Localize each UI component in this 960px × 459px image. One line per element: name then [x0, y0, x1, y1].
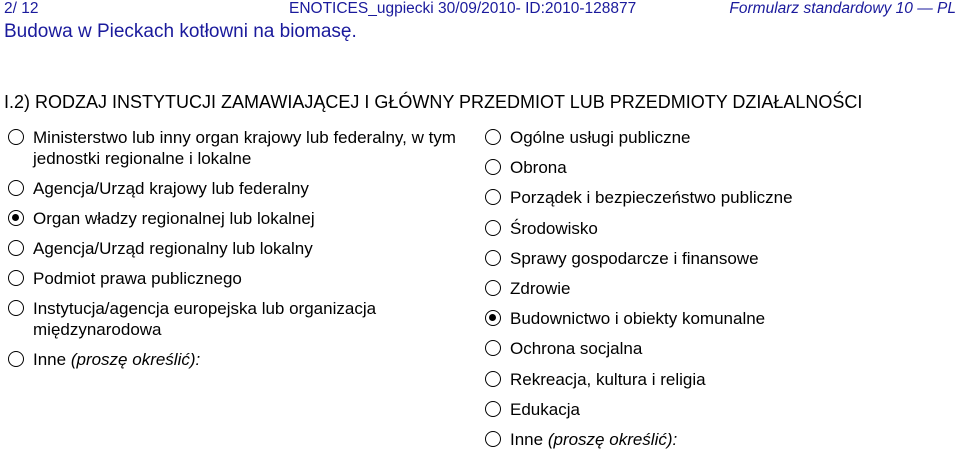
radio-button-icon[interactable] — [8, 180, 24, 196]
option-label: Ogólne usługi publiczne — [510, 128, 691, 147]
activity-option[interactable] — [483, 157, 953, 178]
authority-option[interactable] — [6, 268, 456, 289]
option-label: Budownictwo i obiekty komunalne — [510, 309, 766, 329]
option-label: Agencja/Urząd krajowy lub federalny — [33, 179, 309, 198]
radio-button-icon[interactable] — [485, 250, 501, 266]
activity-option[interactable] — [483, 369, 953, 390]
section-heading: I.2) RODZAJ INSTYTUCJI ZAMAWIAJĄCEJ I GŁÓWNY PRZEDMIOT LUB PRZEDMIOTY DZIAŁALNOŚCI — [4, 92, 863, 112]
authority-option-other[interactable] — [6, 349, 456, 370]
option-label: Sprawy gospodarcze i finansowe — [510, 248, 759, 268]
radio-button-icon[interactable] — [8, 351, 24, 367]
activity-option[interactable] — [483, 248, 953, 269]
radio-button-icon[interactable] — [485, 280, 501, 296]
radio-button-checked-icon[interactable] — [8, 210, 24, 226]
activity-option[interactable] — [483, 127, 953, 148]
radio-button-icon[interactable] — [485, 189, 501, 205]
option-label: Agencja/Urząd regionalny lub lokalny — [33, 239, 313, 258]
option-label: Inne — [33, 350, 67, 369]
radio-button-icon[interactable] — [8, 300, 24, 316]
radio-button-icon[interactable] — [485, 129, 501, 145]
option-label: Podmiot prawa publicznego — [33, 269, 242, 288]
radio-button-icon[interactable] — [8, 270, 24, 286]
authority-option[interactable] — [6, 178, 456, 199]
option-hint: (proszę określić): — [547, 429, 678, 449]
option-label: Obrona — [510, 158, 567, 178]
option-label: Środowisko — [510, 218, 598, 238]
option-label: Organ władzy regionalnej lub lokalnej — [33, 209, 315, 228]
option-label: Instytucja/agencja europejska lub organizacja międzynarodowa — [33, 299, 377, 339]
activity-option[interactable] — [483, 399, 953, 420]
option-hint: (proszę określić): — [70, 350, 201, 369]
radio-button-icon[interactable] — [8, 129, 24, 145]
option-label: Rekreacja, kultura i religia — [510, 369, 706, 389]
radio-button-icon[interactable] — [8, 240, 24, 256]
option-label: Porządek i bezpieczeństwo publiczne — [510, 188, 793, 208]
radio-button-icon[interactable] — [485, 159, 501, 175]
activity-option[interactable] — [483, 338, 953, 359]
radio-button-icon[interactable] — [485, 401, 501, 417]
activity-option[interactable] — [483, 218, 953, 239]
authority-option[interactable] — [6, 208, 456, 229]
page-header — [4, 0, 956, 18]
radio-button-icon[interactable] — [485, 431, 501, 447]
form-type: Formularz standardowy 10 — PL — [729, 0, 956, 17]
authority-option[interactable] — [6, 298, 456, 340]
notice-id: ENOTICES_ugpiecki 30/09/2010- ID:2010-128877 — [289, 0, 637, 17]
main-activity-list — [483, 127, 953, 459]
page-number: 2/ 12 — [4, 0, 39, 17]
authority-option[interactable] — [6, 238, 456, 259]
activity-option[interactable] — [483, 187, 953, 208]
option-label: Inne — [510, 429, 544, 449]
authority-option[interactable] — [6, 127, 456, 169]
option-label: Zdrowie — [510, 278, 571, 298]
activity-option[interactable] — [483, 308, 953, 329]
document-title: Budowa w Pieckach kotłowni na biomasę. — [4, 21, 357, 42]
option-label: Edukacja — [510, 399, 580, 419]
option-label: Ochrona socjalna — [510, 339, 643, 359]
activity-option[interactable] — [483, 278, 953, 299]
authority-type-list — [6, 127, 456, 379]
activity-option-other[interactable] — [483, 429, 953, 450]
radio-button-icon[interactable] — [485, 220, 501, 236]
radio-button-checked-icon[interactable] — [485, 310, 501, 326]
option-label: Ministerstwo lub inny organ krajowy lub federalny, w tym jednostki regionalne i lokalne — [33, 128, 456, 168]
radio-button-icon[interactable] — [485, 371, 501, 387]
radio-button-icon[interactable] — [485, 340, 501, 356]
